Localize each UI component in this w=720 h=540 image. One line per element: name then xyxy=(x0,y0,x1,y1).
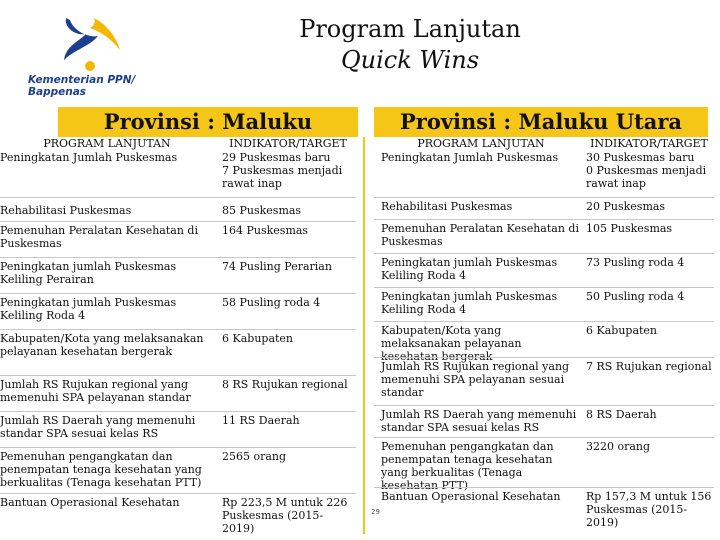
logo-swoosh-yellow xyxy=(90,18,120,50)
cell-program: Pemenuhan Peralatan Kesehatan di Puskesmas xyxy=(381,222,579,248)
cell-target: 73 Pusling roda 4 xyxy=(586,256,685,269)
cell-program: Peningkatan jumlah Puskesmas Keliling Roda 4 xyxy=(381,256,558,282)
logo-line1: Kementerian PPN/ xyxy=(28,74,136,86)
cell-program: Pemenuhan pengangkatan dan penempatan tenaga kesehatan yang berkualitas (Tenaga kesehatan PTT) xyxy=(0,450,202,489)
panel-divider xyxy=(363,137,365,534)
province-header-maluku: Provinsi : Maluku xyxy=(58,107,358,137)
cell-target: 8 RS Rujukan regional xyxy=(222,378,348,391)
table-row xyxy=(0,447,356,494)
table-row xyxy=(0,257,356,294)
cell-program: Peningkatan Jumlah Puskesmas xyxy=(381,151,559,164)
cell-program: Kabupaten/Kota yang melaksanakan pelayanan kesehatan bergerak xyxy=(381,324,522,363)
table-row xyxy=(0,197,356,222)
table-row xyxy=(374,287,714,322)
title-line2: Quick Wins xyxy=(340,46,480,74)
cell-target: 29 Puskesmas baru 7 Puskesmas menjadi rawat inap xyxy=(222,151,343,190)
cell-program: Rehabilitasi Puskesmas xyxy=(0,204,132,217)
col-header-target: INDIKATOR/TARGET xyxy=(229,137,347,150)
cell-target: 8 RS Daerah xyxy=(586,408,657,421)
col-header-program: PROGRAM LANJUTAN xyxy=(43,137,171,150)
cell-target: Rp 223,5 M untuk 226 Puskesmas (2015-2019) xyxy=(222,496,348,535)
cell-target: 105 Puskesmas xyxy=(586,222,673,235)
cell-target: 74 Pusling Perarian xyxy=(222,260,332,273)
logo-text xyxy=(28,74,135,98)
col-header-target: INDIKATOR/TARGET xyxy=(590,137,708,150)
page-number: 29 xyxy=(371,508,380,516)
cell-target: 6 Kabupaten xyxy=(222,332,294,345)
table-row xyxy=(374,149,714,197)
page-title xyxy=(230,14,590,76)
logo-line2: Bappenas xyxy=(28,86,87,98)
cell-target: 85 Puskesmas xyxy=(222,204,302,217)
cell-target: 58 Pusling roda 4 xyxy=(222,296,321,309)
table-row xyxy=(0,149,356,197)
cell-program: Kabupaten/Kota yang melaksanakan pelayanan kesehatan bergerak xyxy=(0,332,204,358)
table-row xyxy=(374,405,714,438)
province-header-maluku-utara: Provinsi : Maluku Utara xyxy=(374,107,708,137)
cell-program: Peningkatan jumlah Puskesmas Keliling Roda 4 xyxy=(381,290,558,316)
table-row xyxy=(374,253,714,288)
table-row xyxy=(0,411,356,448)
cell-program: Peningkatan jumlah Puskesmas Keliling Roda 4 xyxy=(0,296,177,322)
cell-target: 164 Puskesmas xyxy=(222,224,309,237)
table-row xyxy=(374,219,714,254)
cell-program: Pemenuhan Peralatan Kesehatan di Puskesmas xyxy=(0,224,198,250)
logo-swoosh-blue xyxy=(64,18,98,60)
table-row xyxy=(0,493,356,534)
cell-target: 20 Puskesmas xyxy=(586,200,666,213)
table-row xyxy=(374,357,714,406)
cell-program: Jumlah RS Rujukan regional yang memenuhi SPA pelayanan standar xyxy=(0,378,191,404)
cell-target: 6 Kabupaten xyxy=(586,324,658,337)
cell-program: Bantuan Operasional Kesehatan xyxy=(0,496,180,509)
col-header-program: PROGRAM LANJUTAN xyxy=(417,137,545,150)
title-line1: Program Lanjutan xyxy=(299,15,521,43)
cell-program: Peningkatan jumlah Puskesmas Keliling Perairan xyxy=(0,260,177,286)
cell-program: Bantuan Operasional Kesehatan xyxy=(381,490,561,503)
cell-program: Jumlah RS Daerah yang memenuhi standar SPA sesuai kelas RS xyxy=(381,408,577,434)
cell-program: Jumlah RS Rujukan regional yang memenuhi SPA pelayanan sesuai standar xyxy=(381,360,570,399)
table-row xyxy=(374,321,714,363)
table-row xyxy=(0,293,356,330)
table-row xyxy=(0,221,356,258)
table-row xyxy=(0,329,356,376)
cell-program: Pemenuhan pengangkatan dan penempatan tenaga kesehatan yang berkualitas (Tenaga kesehatan PTT) xyxy=(381,440,554,492)
table-row xyxy=(0,375,356,412)
table-row xyxy=(374,197,714,220)
cell-program: Rehabilitasi Puskesmas xyxy=(381,200,513,213)
logo-dot xyxy=(85,61,95,71)
cell-target: Rp 157,3 M untuk 156 Puskesmas (2015-2019) xyxy=(586,490,712,529)
cell-target: 11 RS Daerah xyxy=(222,414,300,427)
cell-program: Jumlah RS Daerah yang memenuhi standar SPA sesuai kelas RS xyxy=(0,414,196,440)
table-row xyxy=(374,487,714,534)
cell-target: 30 Puskesmas baru 0 Puskesmas menjadi rawat inap xyxy=(586,151,707,190)
table-row xyxy=(374,437,714,492)
cell-target: 3220 orang xyxy=(586,440,651,453)
cell-target: 50 Pusling roda 4 xyxy=(586,290,685,303)
cell-target: 7 RS Rujukan regional xyxy=(586,360,712,373)
cell-target: 2565 orang xyxy=(222,450,287,463)
cell-program: Peningkatan Jumlah Puskesmas xyxy=(0,151,178,164)
